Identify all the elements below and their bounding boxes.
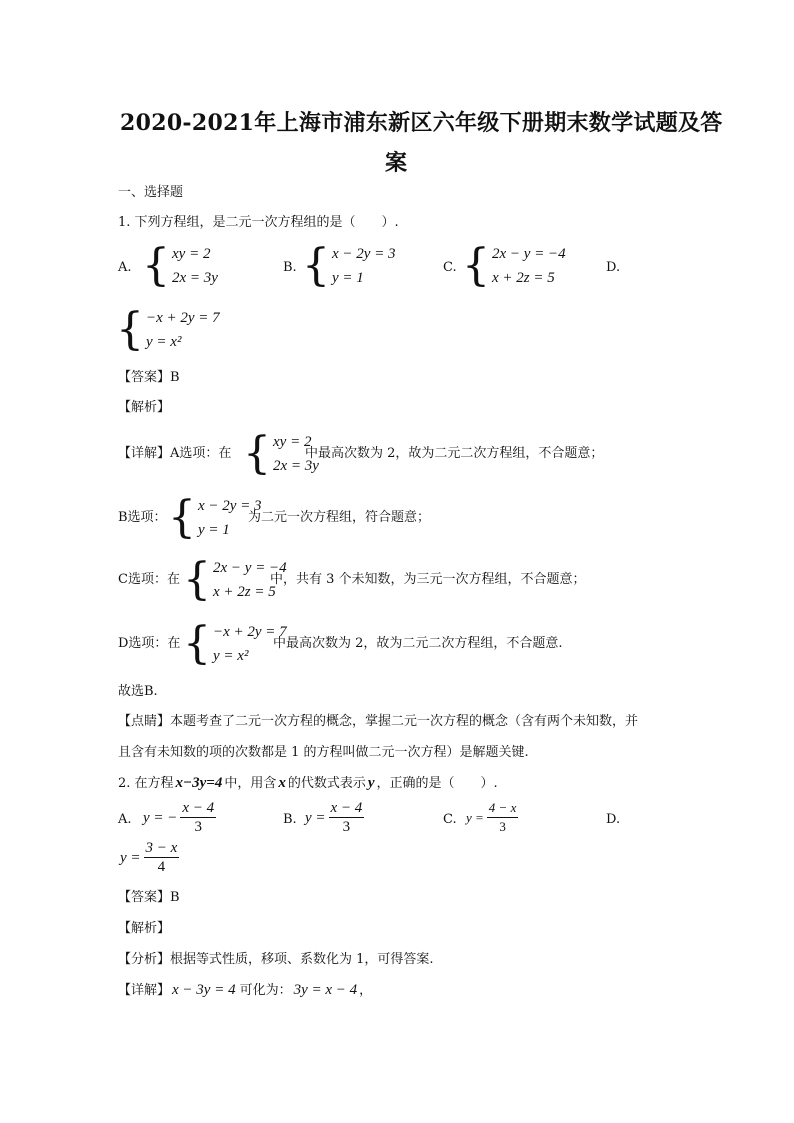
q1-detail-d-prefix: D选项：在 [118,636,181,651]
page-title-cont: 案 [385,150,408,176]
q1-detail-c-prefix: C选项：在 [118,572,180,587]
page-title: 2020-2021年上海市浦东新区六年级下册期末数学试题及答 [120,110,723,136]
q2-option-a-expression: y = − $\frac{x - 4}{3}$ [143,800,215,835]
brace-icon: { [142,240,170,291]
q2-detail: 【详解】 x − 3y = 4 可化为： 3y = x − 4 ， [118,982,373,998]
q1-detail-b-suffix: 为二元一次方程组，符合题意； [248,510,431,525]
brace-icon: { [243,428,271,479]
brace-icon: { [183,554,211,605]
q1-analysis: 【解析】 [118,400,171,415]
q2-fenxi: 【分析】根据等式性质，移项、系数化为 1，可得答案. [118,952,434,967]
brace-icon: { [116,304,144,355]
q1-answer: 【答案】B [118,370,180,385]
q1-detail-c-suffix: 中，共有 3 个未知数，为三元一次方程组，不合题意； [270,572,586,587]
q1-detail-a-system: { xy = 2 2x = 3y [243,428,319,479]
q2-option-c-label: C. [443,812,457,827]
q1-option-d-system: { −x + 2y = 7 y = x² [116,304,220,355]
brace-icon: { [183,618,211,669]
question-1-stem: 1. 下列方程组，是二元一次方程组的是（ ）. [118,215,399,230]
q1-detail-d-system: { −x + 2y = 7 y = x² [183,618,287,669]
brace-icon: { [168,492,196,543]
section-heading: 一、选择题 [118,185,184,200]
q1-option-b-system: { x − 2y = 3 y = 1 [302,240,396,291]
q2-option-c-expression: y = $\frac{4 - x}{3}$ [466,800,517,834]
q2-option-d-label: D. [606,812,621,827]
q1-option-c-label: C. [443,260,457,275]
question-2-stem: 2. 在方程 x−3y=4 中，用含 x 的代数式表示 y ，正确的是（ ）. [118,775,498,791]
q2-option-d-expression: y = $\frac{3 - x}{4}$ [120,840,178,875]
brace-icon: { [462,240,490,291]
q2-option-b-expression: y = $\frac{x - 4}{3}$ [305,800,363,835]
q1-option-a-label: A. [118,260,132,275]
q1-comment-line1: 【点睛】本题考查了二元一次方程的概念，掌握二元一次方程的概念（含有两个未知数，并 [118,714,639,729]
q1-comment-line2: 且含有未知数的项的次数都是 1 的方程叫做二元一次方程）是解题关键. [118,745,529,760]
q1-conclusion: 故选B. [118,684,158,699]
q1-option-b-label: B. [283,260,297,275]
q1-detail-a-suffix: 中最高次数为 2，故为二元二次方程组，不合题意； [305,446,604,461]
q1-detail-c-system: { 2x − y = −4 x + 2z = 5 [183,554,287,605]
q2-analysis: 【解析】 [118,921,171,936]
q1-detail-a-prefix: 【详解】A选项：在 [118,446,232,461]
q1-detail-d-suffix: 中最高次数为 2，故为二元二次方程组，不合题意. [273,636,563,651]
q2-answer: 【答案】B [118,890,180,905]
brace-icon: { [302,240,330,291]
q2-option-a-label: A. [118,812,132,827]
q1-detail-b-system: { x − 2y = 3 y = 1 [168,492,262,543]
q2-option-b-label: B. [283,812,297,827]
q1-option-a-system: { xy = 2 2x = 3y [142,240,218,291]
q1-option-c-system: { 2x − y = −4 x + 2z = 5 [462,240,566,291]
q1-detail-b-prefix: B选项： [118,510,167,525]
q1-option-d-label: D. [606,260,621,275]
